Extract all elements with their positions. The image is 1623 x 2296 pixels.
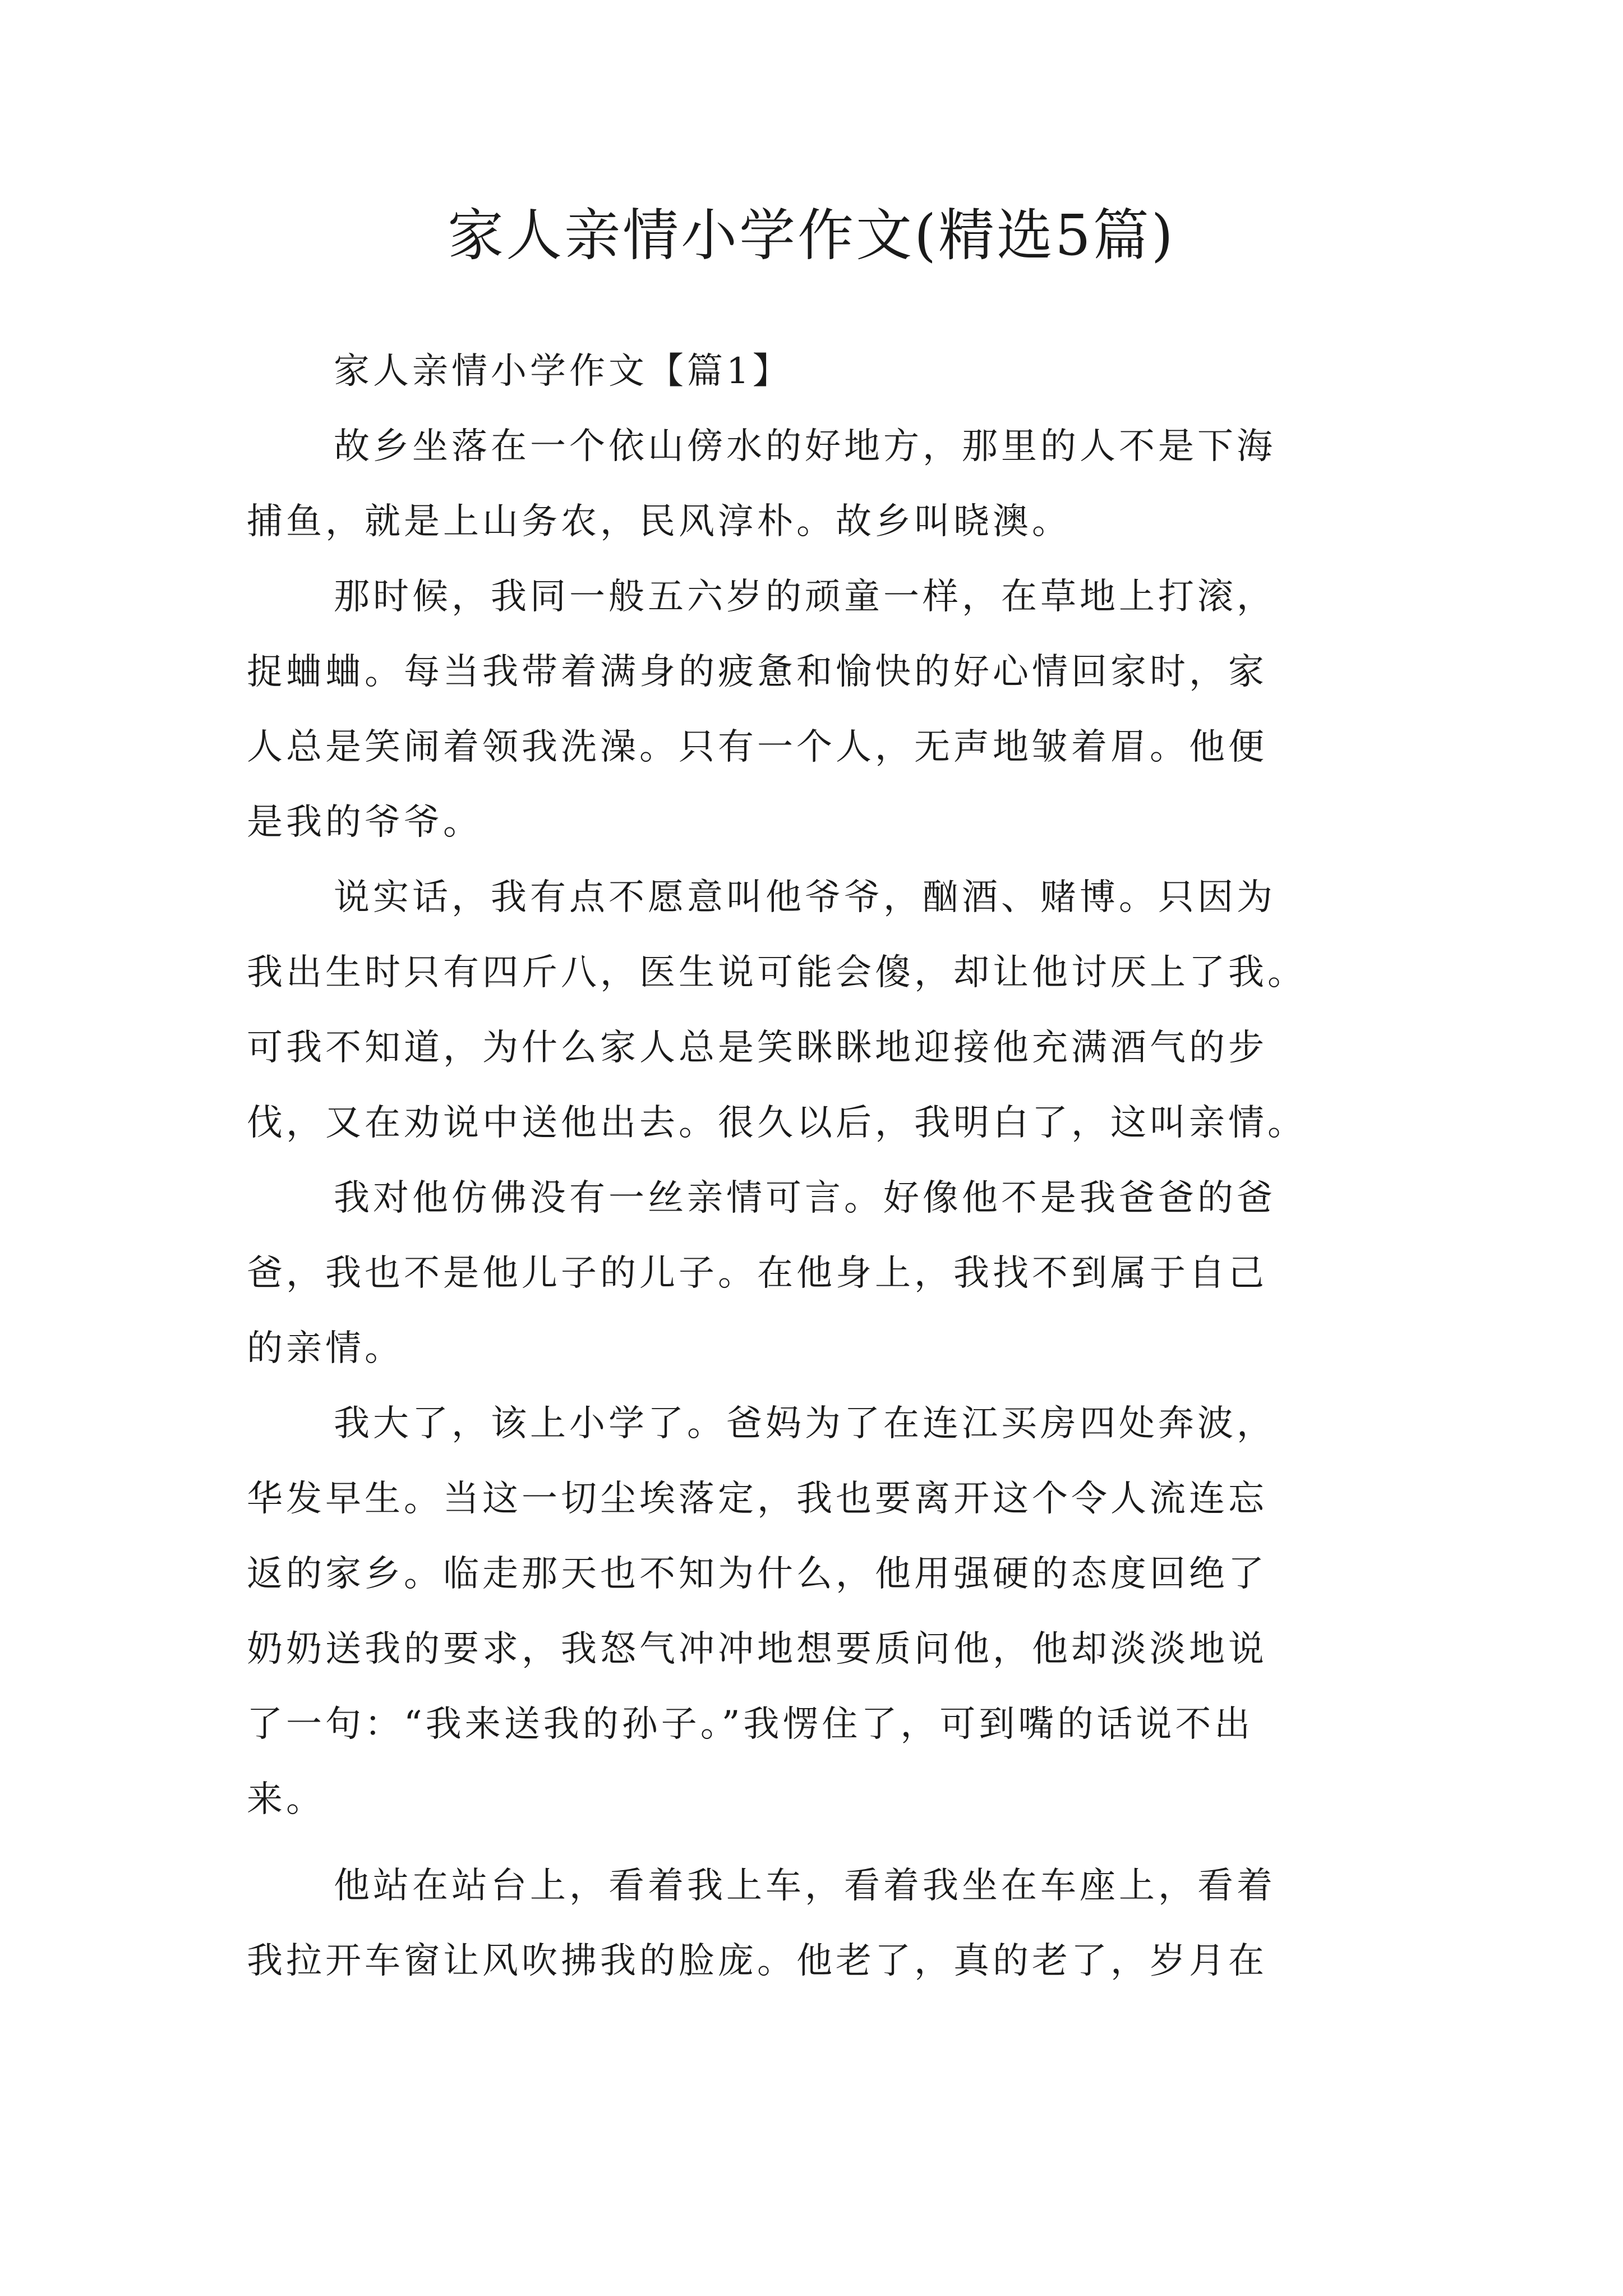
paragraph-line: 奶奶送我的要求，我怒气冲冲地想要质问他，他却淡淡地说 <box>247 1628 1267 1670</box>
paragraph-line: 的亲情。 <box>247 1328 404 1369</box>
paragraph-line: 捉蛐蛐。每当我带着满身的疲惫和愉快的好心情回家时，家 <box>247 651 1267 693</box>
paragraph-line: 我拉开车窗让风吹拂我的脸庞。他老了，真的老了，岁月在 <box>247 1940 1267 1982</box>
paragraph-line: 返的家乡。临走那天也不知为什么，他用强硬的态度回绝了 <box>247 1553 1267 1595</box>
paragraph-line: 他站在站台上，看着我上车，看着我坐在车座上，看着 <box>334 1865 1276 1907</box>
paragraph-line: 伐，又在劝说中送他出去。很久以后，我明白了，这叫亲情。 <box>247 1102 1307 1144</box>
section-heading: 家人亲情小学作文【篇1】 <box>334 351 792 392</box>
paragraph-line: 我对他仿佛没有一丝亲情可言。好像他不是我爸爸的爸 <box>334 1177 1276 1219</box>
paragraph-line: 是我的爷爷。 <box>247 802 482 843</box>
paragraph-line: 了一句：“我来送我的孙子。”我愣住了，可到嘴的话说不出 <box>247 1704 1254 1745</box>
document-title: 家人亲情小学作文(精选5篇) <box>448 203 1175 268</box>
paragraph-line: 来。 <box>247 1779 325 1820</box>
paragraph-line: 我大了，该上小学了。爸妈为了在连江买房四处奔波， <box>334 1403 1276 1444</box>
paragraph-line: 故乡坐落在一个依山傍水的好地方，那里的人不是下海 <box>334 426 1276 467</box>
paragraph-line: 可我不知道，为什么家人总是笑眯眯地迎接他充满酒气的步 <box>247 1027 1267 1069</box>
paragraph-line: 我出生时只有四斤八，医生说可能会傻，却让他讨厌上了我。 <box>247 952 1307 993</box>
paragraph-line: 华发早生。当这一切尘埃落定，我也要离开这个令人流连忘 <box>247 1478 1267 1520</box>
paragraph-line: 那时候，我同一般五六岁的顽童一样，在草地上打滚， <box>334 576 1276 618</box>
paragraph-gap <box>247 1837 1391 1848</box>
paragraph-line: 捕鱼，就是上山务农，民风淳朴。故乡叫晓澳。 <box>247 501 1071 542</box>
paragraph-line: 爸，我也不是他儿子的儿子。在他身上，我找不到属于自己 <box>247 1253 1267 1294</box>
paragraph-line: 人总是笑闹着领我洗澡。只有一个人，无声地皱着眉。他便 <box>247 726 1267 768</box>
document-body <box>247 334 1391 1999</box>
paragraph-line: 说实话，我有点不愿意叫他爷爷，酗酒、赌博。只因为 <box>334 877 1276 918</box>
